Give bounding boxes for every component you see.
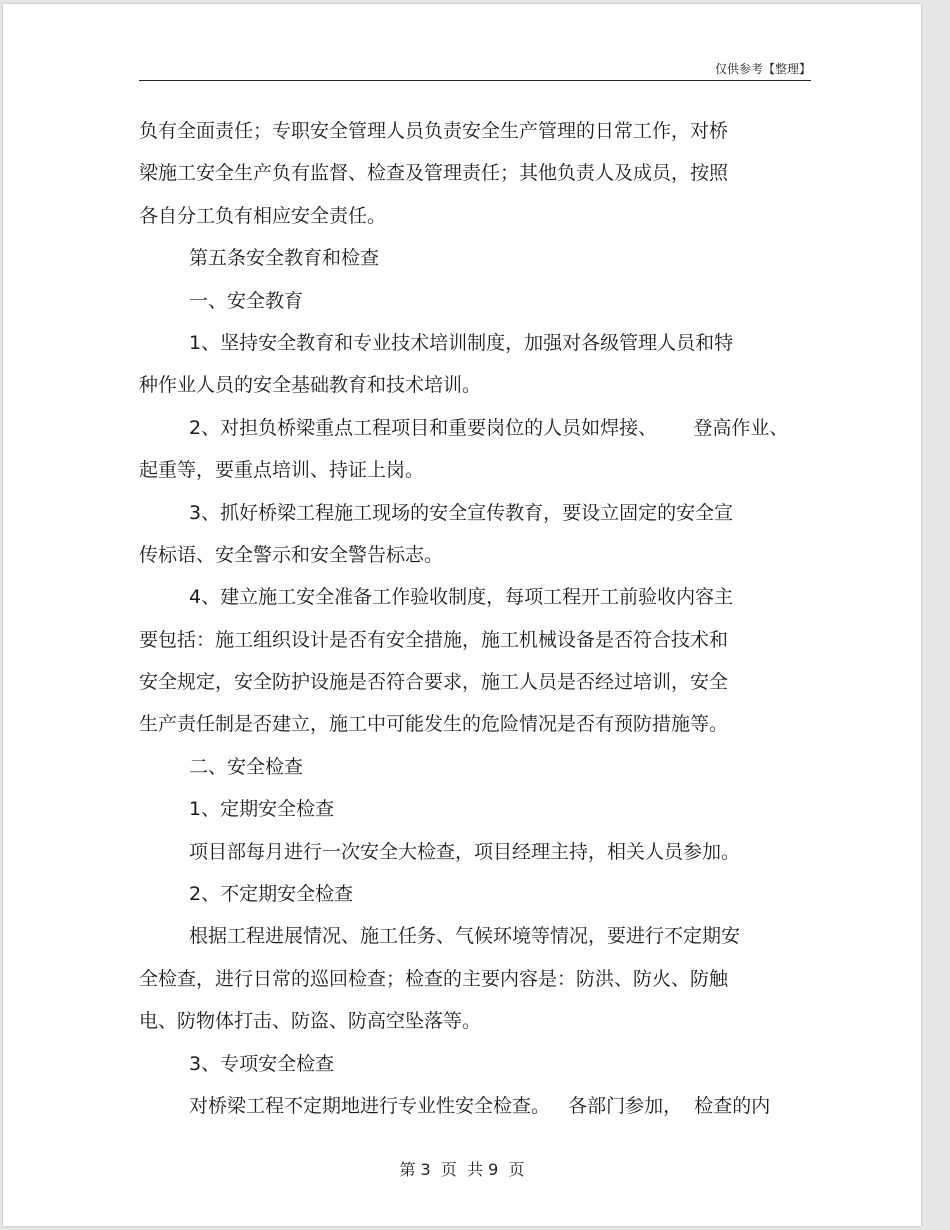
text-line: 根据工程进展情况、施工任务、气候环境等情况，要进行不定期安: [189, 925, 741, 948]
subsection-heading: 一、安全教育: [189, 289, 304, 312]
section-heading: 第五条安全教育和检查: [189, 247, 380, 270]
text-line: 负有全面责任；专职安全管理人员负责安全生产管理的日常工作，对桥: [139, 120, 729, 142]
subsection-heading: 二、安全检查: [189, 755, 304, 778]
text-line: 全检查，进行日常的巡回检查；检查的主要内容是：防洪、防火、防触: [139, 967, 729, 990]
text-line: 要包括：施工组织设计是否有安全措施，施工机械设备是否符合技术和: [139, 628, 729, 651]
text-line: 传标语、安全警示和安全警告标志。: [139, 543, 444, 566]
text-line: 1、坚持安全教育和专业技术培训制度，加强对各级管理人员和特: [189, 331, 734, 354]
text-line: 各自分工负有相应安全责任。: [139, 204, 387, 227]
text-line: 3、抓好桥梁工程施工现场的安全宣传教育，要设立固定的安全宣: [189, 501, 734, 524]
text-line: 4、建立施工安全准备工作验收制度，每项工程开工前验收内容主: [189, 586, 734, 609]
item-heading: 3、专项安全检查: [189, 1052, 335, 1075]
text-line: 生产责任制是否建立，施工中可能发生的危险情况是否有预防措施等。: [139, 713, 729, 736]
item-heading: 1、定期安全检查: [189, 798, 335, 821]
text-line: 项目部每月进行一次安全大检查，项目经理主持，相关人员参加。: [189, 840, 741, 863]
item-heading: 2、不定期安全检查: [189, 883, 354, 906]
text-line: 起重等，要重点培训、持证上岗。: [139, 459, 425, 482]
page-number: 第 3 页 共 9 页: [399, 1160, 525, 1179]
header-rule: [139, 80, 811, 81]
text-line: 2、对担负桥梁重点工程项目和重要岗位的人员如焊接、 登高作业、: [189, 416, 789, 439]
text-line: 电、防物体打击、防盗、防高空坠落等。: [139, 1010, 482, 1033]
text-line: 安全规定，安全防护设施是否符合要求，施工人员是否经过培训，安全: [139, 671, 729, 694]
header-note: 仅供参考【整理】: [714, 62, 811, 76]
text-line: 对桥梁工程不定期地进行专业性安全检查。 各部门参加， 检查的内: [189, 1094, 771, 1117]
text-line: 梁施工安全生产负有监督、检查及管理责任；其他负责人及成员，按照: [139, 162, 729, 185]
body-text: [139, 110, 819, 1127]
text-line: 种作业人员的安全基础教育和技术培训。: [139, 374, 482, 397]
document-page: [3, 4, 921, 1226]
